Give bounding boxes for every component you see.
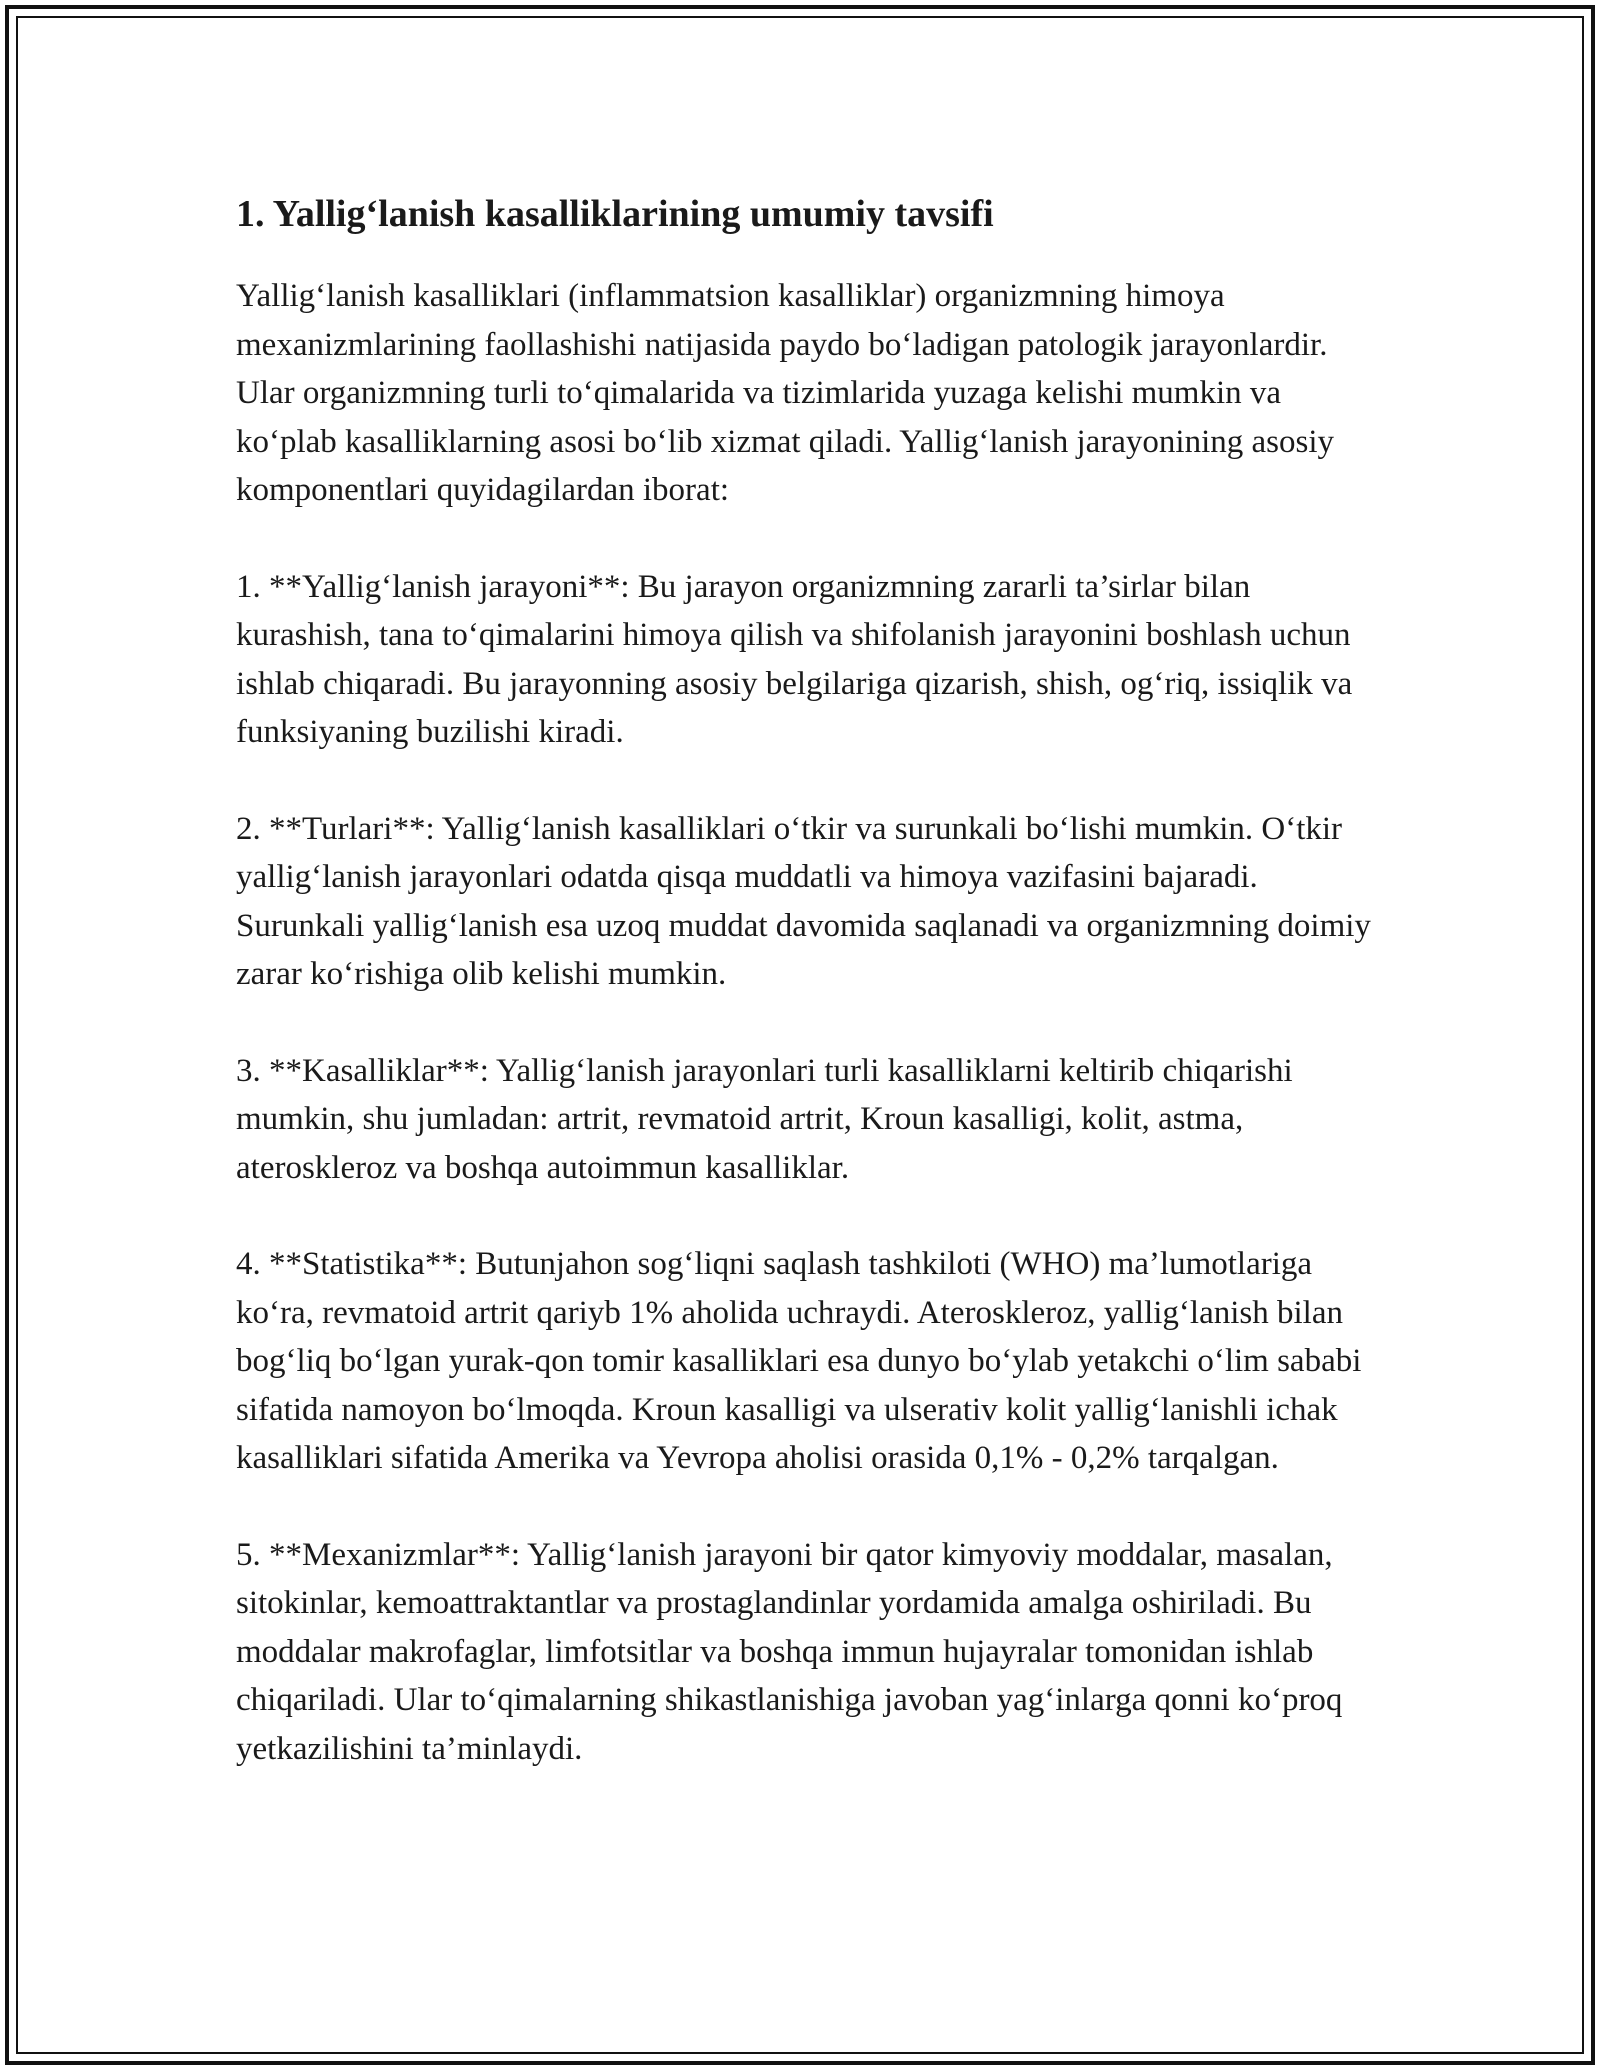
paragraph-mechanisms: 5. **Mexanizmlar**: Yallig‘lanish jarayoni bir qator kimyoviy moddalar, masalan, sitokinlar, kemoattraktantlar va prostaglandinlar yordamida amalga oshiriladi. Bu moddalar makrofaglar, limfotsitlar va boshqa immun hujayralar tomonidan ishlab chiqariladi. Ular to‘qimalarning shikastlanishiga javoban yag‘inlarga qonni ko‘proq yetkazilishini ta’minlaydi. (236, 1536, 1343, 1767)
document-title: 1. Yallig‘lanish kasalliklarining umumiy tavsifi (236, 193, 994, 235)
paragraph-diseases: 3. **Kasalliklar**: Yallig‘lanish jarayonlari turli kasalliklarni keltirib chiqarishi mumkin, shu jumladan: artrit, revmatoid artrit, Kroun kasalligi, kolit, astma, ateroskleroz va boshqa autoimmun kasalliklar. (236, 1052, 1293, 1186)
intro-paragraph: Yallig‘lanish kasalliklari (inflammatsion kasalliklar) organizmning himoya mexanizmlarining faollashishi natijasida paydo bo‘ladigan patologik jarayonlardir. Ular organizmning turli to‘qimalarida va tizimlarida yuzaga kelishi mumkin va ko‘plab kasalliklarning asosi bo‘lib xizmat qiladi. Yallig‘lanish jarayonining asosiy komponentlari quyidagilardan iborat: (236, 278, 1335, 508)
paragraph-statistics: 4. **Statistika**: Butunjahon sog‘liqni saqlash tashkiloti (WHO) ma’lumotlariga ko‘ra, revmatoid artrit qariyb 1% aholida uchraydi. Ateroskleroz, yallig‘lanish bilan bog‘liq bo‘lgan yurak-qon tomir kasalliklari esa dunyo bo‘ylab yetakchi o‘lim sababi sifatida namoyon bo‘lmoqda. Kroun kasalligi va ulserativ kolit yallig‘lanishli ichak kasalliklari sifatida Amerika va Yevropa aholisi orasida 0,1% - 0,2% tarqalgan. (236, 1246, 1362, 1476)
paragraph-process: 1. **Yallig‘lanish jarayoni**: Bu jarayon organizmning zararli ta’sirlar bilan kurashish, tana to‘qimalarini himoya qilish va shifolanish jarayonini boshlash uchun ishlab chiqaradi. Bu jarayonning asosiy belgilariga qizarish, shish, og‘riq, issiqlik va funksiyaning buzilishi kiradi. (236, 568, 1353, 750)
paragraph-types: 2. **Turlari**: Yallig‘lanish kasalliklari o‘tkir va surunkali bo‘lishi mumkin. O‘tkir yallig‘lanish jarayonlari odatda qisqa muddatli va himoya vazifasini bajaradi. Surunkali yallig‘lanish esa uzoq muddat davomida saqlanadi va organizmning doimiy zarar ko‘rishiga olib kelishi mumkin. (236, 810, 1371, 992)
document-body (236, 186, 1386, 1821)
